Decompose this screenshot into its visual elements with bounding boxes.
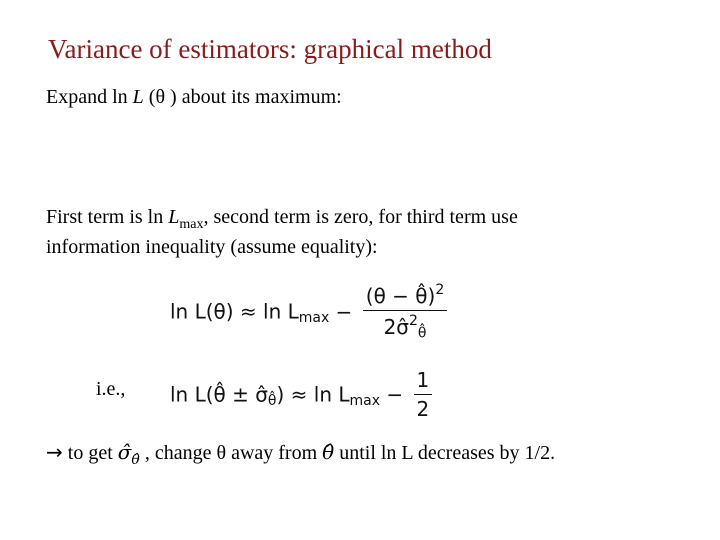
eq2-numerator: 1	[414, 368, 433, 395]
information-inequality-line: information inequality (assume equality):	[46, 236, 378, 258]
first-term-prefix: First term is ln	[46, 206, 169, 228]
eq1-denominator: 2σ̂$^2_{\thetâ}$	[383, 313, 427, 342]
conclusion-end: until ln L decreases by 1/2.	[334, 442, 556, 464]
first-term-suffix: , second term is zero, for third term use	[203, 206, 518, 228]
expand-suffix: about its maximum:	[176, 86, 342, 108]
conclusion-sigma: $\sigmâ_{\thetâ}$	[117, 440, 140, 468]
equation-log-likelihood-expansion	[170, 282, 451, 342]
conclusion-middle: , change θ away from	[139, 442, 323, 464]
eq1-numerator: (θ − θ̂)$^2$	[363, 282, 447, 311]
expand-prefix: Expand ln	[46, 86, 133, 108]
eq2-fraction	[414, 368, 433, 421]
conclusion-line	[46, 440, 555, 468]
equation-half-decrease	[170, 368, 436, 421]
eq1-fraction	[363, 282, 447, 342]
conclusion-theta-hat: θ̂	[322, 440, 335, 464]
eq2-lhs: ln L(θ̂ ± $\sigmâ_{\thetâ}) \approx \ln L_{max}$	[170, 382, 381, 409]
eq1-minus: −	[335, 299, 353, 324]
eq2-denominator: 2	[416, 397, 430, 421]
eq2-minus: −	[386, 382, 404, 407]
first-term-line	[46, 206, 518, 233]
expand-L: L	[132, 86, 144, 108]
conclusion-to-get: to get	[62, 442, 118, 464]
right-arrow-icon: →	[46, 440, 63, 464]
first-term-L: L	[168, 206, 180, 228]
eq1-lhs: $\ln L(\theta) \approx \ln L_{max}$	[170, 299, 330, 326]
expand-line	[46, 86, 342, 109]
slide-title: Variance of estimators: graphical method	[48, 34, 492, 64]
ie-label: i.e.,	[96, 378, 126, 400]
first-term-sub: max	[179, 217, 204, 232]
expand-theta: (θ )	[143, 86, 177, 108]
